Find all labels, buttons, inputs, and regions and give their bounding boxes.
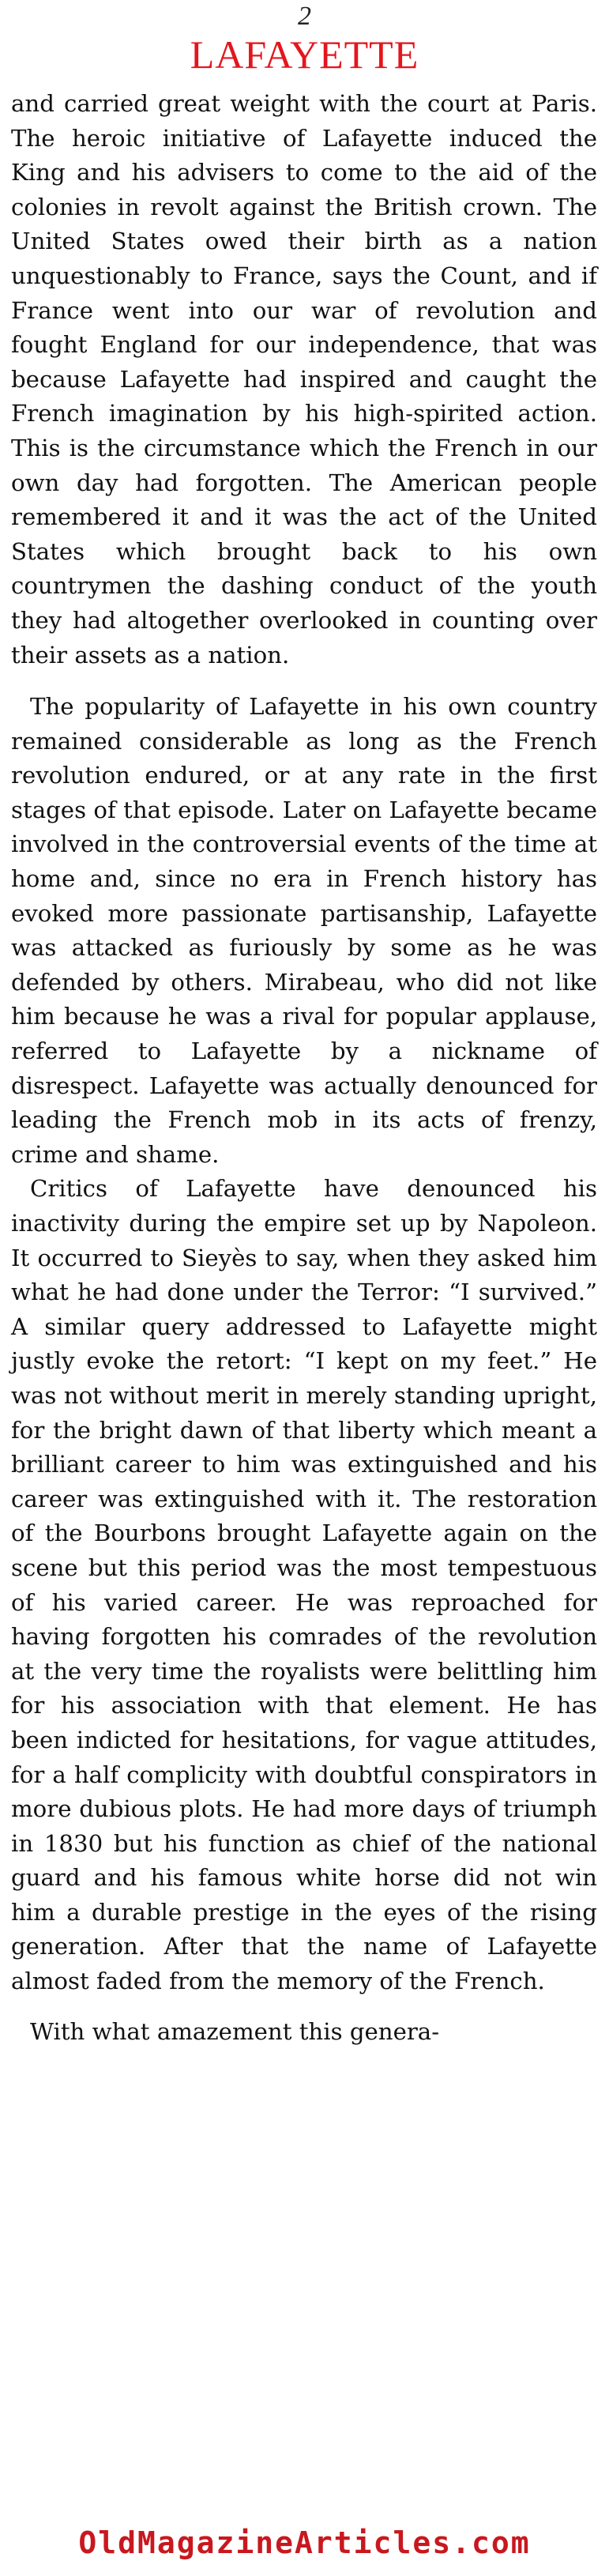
page-number: 2: [298, 2, 311, 31]
article-body: [11, 87, 597, 2049]
article-paragraph: With what amazement this genera-: [30, 2017, 440, 2045]
article-paragraph: The popularity of Lafayette in his own country remained considerable as long as the French revolution endured, or at any rate in the first stages of that episode. Later on Lafayette became involved in the controversial events of the time at home and, since no era in French history has evoked more passionate partisanship, Lafayette was attacked as furiously by some as he was defended by others. Mirabeau, who did not like him because he was a rival for popular applause, referred to Lafayette by a nickname of disrespect. Lafayette was actually denounced for leading the French mob in its acts of frenzy, crime and shame.: [11, 693, 597, 1168]
running-head-title: LAFAYETTE: [190, 32, 419, 77]
article-paragraph: and carried great weight with the court at Paris. The heroic initiative of Lafayette induced the King and his advisers to come to the aid of the colonies in revolt against the British crown. The United States owed their birth as a nation unquestionably to France, says the Count, and if France went into our war of revolution and fought England for our independence, that was because Lafayette had inspired and caught the French imagination by his high-spirited action. This is the circumstance which the French in our own day had forgotten. The American people remembered it and it was the act of the United States which brought back to his own countrymen the dashing conduct of the youth they had altogether overlooked in counting over their assets as a nation.: [11, 90, 597, 668]
site-watermark: OldMagazineArticles.com: [78, 2525, 531, 2560]
article-paragraph: Critics of Lafayette have denounced his inactivity during the empire set up by Napoleon. It occurred to Sieyès to say, when they asked him what he had done under the Terror: “I survived.” A similar query addressed to Lafayette might justly evoke the retort: “I kept on my feet.” He was not without merit in merely standing upright, for the bright dawn of that liberty which meant a brilliant career to him was extinguished and his career was extinguished with it. The restoration of the Bourbons brought Lafayette again on the scene but this period was the most tempestuous of his varied career. He was reproached for having forgotten his comrades of the revolution at the very time the royalists were belittling him for his association with that element. He has been indicted for hesitations, for vague attitudes, for a half complicity with doubtful conspirators in more dubious plots. He had more days of triumph in 1830 but his function as chief of the national guard and his famous white horse did not win him a durable prestige in the eyes of the rising generation. After that the name of Lafayette almost faded from the memory of the French.: [11, 1175, 597, 1995]
